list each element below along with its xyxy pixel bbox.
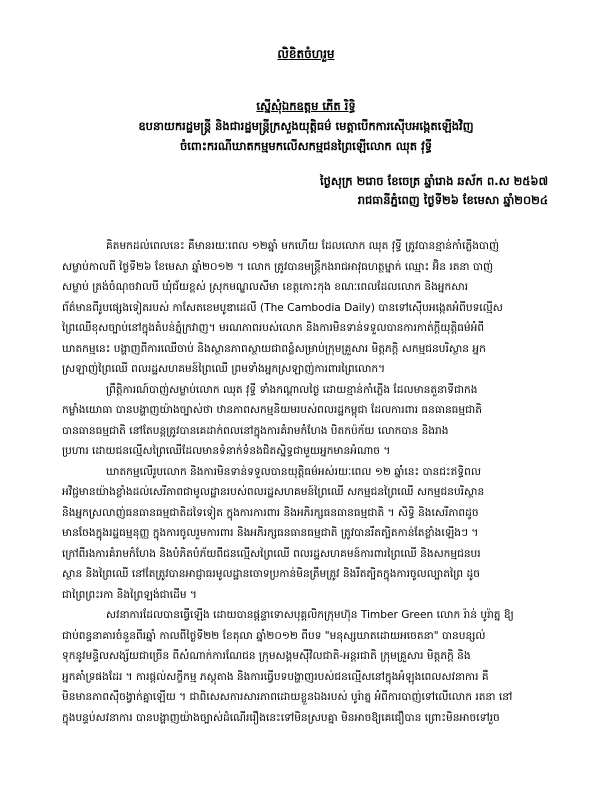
paragraph: [62, 462, 552, 606]
paragraph-line: ឃាតកម្មលើរូបលោក និងការមិនទាន់ទទួលបានយុត្តិធម៌អស់រយៈពេល ១២ ឆ្នាំនេះ បានជះឥទ្ធិពល: [106, 465, 481, 478]
lunar-date: ថ្ងៃសុក្រ ២រោច ខែចេត្រ ឆ្នាំរោង ឆស័ក ព.ស ២៥៦៧: [319, 174, 548, 188]
headline: [20, 96, 592, 156]
paragraph-line: និងអ្នកស្រលាញ់ធនធានធម្មជាតិដទៃទៀត ក្នុងការការពារ និងអភិរក្សធនធានធម្មជាតិ ។ សិទ្ធិ និងសេរីភាពដូច: [62, 506, 479, 519]
headline-line-2: ឧបនាយករដ្ឋមន្ត្រី និងជារដ្ឋមន្ត្រីក្រសួងយុត្តិធម៌ មេត្តាបើកការស៊ើបអង្កេតឡើងវិញ: [138, 119, 474, 133]
paragraph-line: មិនមានភាពស៊ីចង្វាក់គ្នាឡើយ ។ ជាពិសេសការសារភាពដោយខ្លួនឯងរបស់ បូរ៉ាត្ន អំពីការបាញ់ទៅលើលោក រតនា នៅ: [62, 691, 513, 703]
paragraph-line: ព័ត៌មានពីរូបផ្សេងទៀតរបស់ កាសែតខេមបូឌាដេលី (The Cambodia Daily) បានទៅស៊ើបអង្កេតអំពីបទល្មើស: [62, 301, 503, 314]
paragraph-line: គិតមកដល់ពេលនេះ គឺមានរយៈពេល ១២ឆ្នាំ មកហើយ ដែលលោក ឈុត វុទ្ធី ត្រូវបានខ្មាន់កាំភ្លើងបាញ់: [106, 240, 500, 252]
paragraph: [62, 236, 552, 380]
paragraph-line: សវនាការដែលបានធ្វើឡើង ដោយបានផ្តន្ទាទោសបុគ្គលិកក្រុមហ៊ុន Timber Green លោក រ៉ាន់ បូរ៉ាត្ន ឱ្យ: [106, 609, 514, 621]
paragraph-line: ស្រឡាញ់ព្រៃឈើ ពលរដ្ឋសហគមន៍ព្រៃឈើ ព្រមទាំងអ្នកស្រឡាញ់ការពារព្រៃលោក។: [62, 363, 386, 375]
paragraph-line: ក្រៅពីរងការគំរាមកំហែង និងបំភិតបំភ័យពីជនល្មើសព្រៃឈើ ពលរដ្ឋសហគមន៍ការពារព្រៃឈើ និងសកម្មជនបរ: [62, 547, 481, 560]
document-title: លិខិតចំហរួម: [277, 47, 335, 61]
paragraph-line: បានធានធម្មជាតិ នៅតែបន្តត្រូវបានគេដាក់ពលនៅក្នុងការគំរាមកំហែង បិតកប៉ក័យ លោកបាន និងរាង: [62, 424, 449, 437]
paragraph-line: ជាព្រៃព្រះរកា និងព្រៃឡង់ជាដើម ។: [62, 588, 197, 601]
paragraph-line: អវិជ្ជមានយ៉ាងខ្លាំងដល់សេរីភាពជាមូលដ្ឋានរបស់ពលរដ្ឋសហគមន៍ព្រៃឈើ សកម្មជនព្រៃឈើ សកម្មជនបរិស្ថាន: [62, 486, 485, 498]
dateline: [320, 172, 548, 210]
headline-line-3: ចំពោះករណីឃាតកម្មមកលើសកម្មជនព្រៃឡើលោក ឈុត វុទ្ធី: [179, 139, 433, 153]
paragraph-line: កម្លាំងយោធា បានបង្ហាញយ៉ាងច្បាស់ថា ឋានភាពសកម្មនិយមរបស់ពលរដ្ឋកម្ពុជា ដែលការពារ ធនធានធម្មជាតិ: [62, 404, 482, 416]
paragraph-line: មានចែងក្នុងរដ្ឋធម្មនុញ្ញ ក្នុងការចូលរួមការពារ និងអភិរក្សធនធានធម្មជាតិ ត្រូវបានរឹតត្បិតកាន់តែខ្លាំងឡើងៗ ។: [62, 527, 479, 539]
paragraph-line: ជាប់ពន្ធនាគារចំនួនពីរឆ្នាំ កាលពីថ្ងៃទី២២ ខែតុលា ឆ្នាំ២០១២ ពីបទ "មនុស្សឃាតដោយអចេតនា" បានបន្សល់: [62, 629, 486, 642]
paragraph-line: សម្លាប់ ត្រង់ចំណុចវាលបី ឃុំជ័យខ្ពស់ ស្រុកមណ្ឌលសីមា ខេត្តកោះកុង ខណៈពេលដែលលោក និងអ្នកសារ: [62, 281, 469, 293]
paragraph: [62, 380, 552, 462]
paragraph-line: ព្រៃឈើខុសច្បាប់នៅក្នុងតំបន់ភ្នំក្រវាញ។ មរណភាពរបស់លោក និងការមិនទាន់ទទួលបានការកាត់ក្តីយុត្តិធម៌អំពី: [62, 322, 485, 334]
paragraph-line: សម្លាប់កាលពី ថ្ងៃទី២៦ ខែមេសា ឆ្នាំ២០១២ ។ លោក ត្រូវបានមន្ត្រីកងរាជអាវុធហត្ថម្នាក់ ឈ្មោះ អ៊ិន រតនា បាញ់: [62, 260, 494, 273]
paragraph: [62, 605, 552, 728]
letter-body: [62, 236, 552, 728]
place-and-date: រាជធានីភ្នំពេញ ថ្ងៃទី២៦ ខែមេសា ឆ្នាំ២០២៤: [357, 193, 548, 207]
paragraph-line: ស្ថាន និងព្រៃឈើ នៅតែត្រូវបានអាជ្ញាធរមូលដ្ឋានចោទប្រកាន់មិនត្រឹមត្រូវ និងរឹតត្បិតក្នុងការចូលល្បាតព្រៃ ដូច: [62, 568, 480, 580]
paragraph-line: ប្រហារ ដោយជនល្មើសព្រៃឈើដែលមានទំនាក់ទំនងជិតស្និទ្ធជាមួយអ្នកមានអំណាច ។: [62, 445, 391, 457]
paragraph-line: ព្រឹត្តិការណ៍បាញ់សម្លាប់លោក ឈុត វុទ្ធី ទាំងកណ្តាលថ្ងៃ ដោយខ្មាន់កាំភ្លើង ដែលមានតួនាទីជាកង: [106, 383, 478, 396]
paragraph-line: ឃាតកម្មនេះ បង្ហាញពីការឈើចាប់ និងស្ថានភាពស្ថាយជាពន្លំសម្រាប់ក្រុមគ្រួសារ មិត្តភក្តិ សកម្មជនបរិស្ថាន អ្នក: [62, 342, 486, 355]
headline-line-1: ស្នើសុំឯកឧត្តម ភើត រិទ្ធិ: [256, 99, 356, 113]
paragraph-line: ក្នុងបន្ទប់សវនាការ បានបង្ហាញយ៉ាងច្បាស់ដំណើររឿងនេះទៅមិនស្របគ្នា មិនអាចឱ្យគេជឿបាន ព្រោះមិនអាចទៅរួច: [62, 711, 500, 724]
paragraph-line: ទុកនូវមន្ទិលសង្ស័យជាច្រើន ពីសំណាក់ការណែជន ក្រុមសង្គមស៊ីវិលជាតិ-អន្តរជាតិ ក្រុមគ្រួសារ មិត្តភក្តិ និង: [62, 650, 471, 662]
paragraph-line: អ្នកគាំទ្រផងដែរ ។ ការផ្តល់សក្ខីកម្ម ភស្តុតាង និងការធ្វើបទបង្ហាញរបស់ជនល្មើសនៅក្នុងអំឡុងពេលសវនាការ គឺ: [62, 670, 489, 683]
